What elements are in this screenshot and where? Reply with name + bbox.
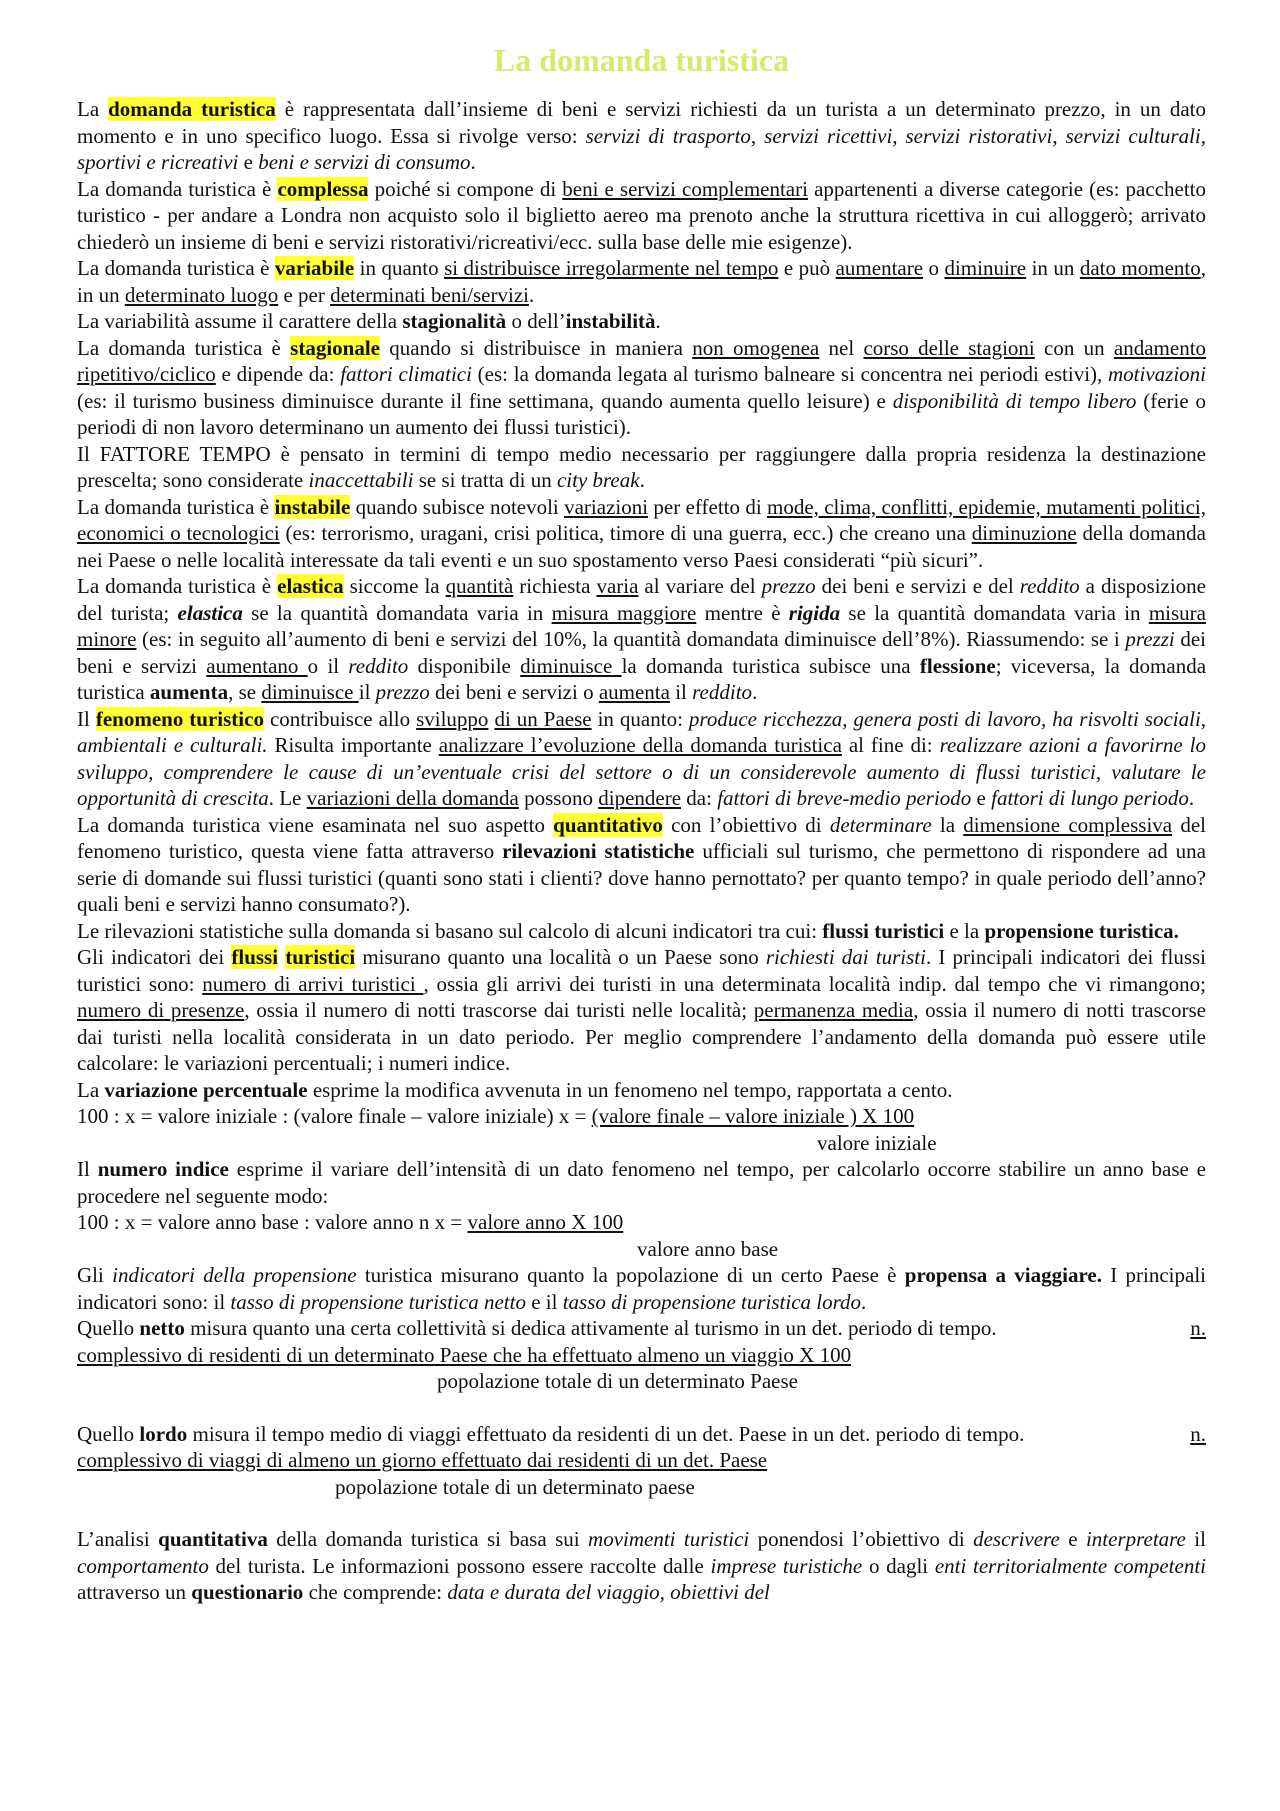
paragraph-quantitativo: La domanda turistica viene esaminata nel suo aspetto quantitativo con l’obiettivo di determinare la dimensione complessiva del fenomeno turistico, questa viene fatta attraverso rilevazioni statistiche ufficiali sul turismo, che permettono di rispondere ad una serie di domande sui flussi turistici (quanti sono stati i clienti? dove hanno pernottato? per quanto tempo? in quale periodo dell’anno? quali beni e servizi hanno consumato?). xyxy=(77,812,1207,916)
highlight-flussi: flussi xyxy=(231,945,279,969)
highlight-turistici: turistici xyxy=(285,945,356,969)
paragraph-variabilita: La variabilità assume il carattere della stagionalità o dell’instabilità. xyxy=(77,309,661,333)
paragraph-lordo: n. Quello lordo misura il tempo medio di viaggi effettuato da residenti di un det. Paese in un det. periodo di tempo. xyxy=(77,1421,1206,1446)
formula-numerator: valore anno X 100 xyxy=(467,1210,624,1234)
formula-netto-denominator: popolazione totale di un determinato Paese xyxy=(437,1369,798,1393)
paragraph-fattore-tempo: Il FATTORE TEMPO è pensato in termini di tempo medio necessario per raggiungere dalla propria residenza la destinazione prescelta; sono considerate inaccettabili se si tratta di un city break. xyxy=(77,441,1206,492)
page-title: La domanda turistica xyxy=(493,42,790,78)
highlight-variabile: variabile xyxy=(274,256,355,280)
spacer xyxy=(77,1395,1206,1421)
highlight-fenomeno-turistico: fenomeno turistico xyxy=(95,706,264,731)
formula-lordo-denominator: popolazione totale di un determinato paese xyxy=(335,1474,695,1499)
highlight-elastica: elastica xyxy=(277,574,344,598)
paragraph-analisi-quantitativa: L’analisi quantitativa della domanda turistica si basa sui movimenti turistici ponendosi l’obiettivo di descrivere e interpretare il comportamento del turista. Le informazioni possono essere raccolte dalle imprese turistiche o dagli enti territorialmente competenti attraverso un questionario che comprende: data e durata del viaggio, obiettivi del xyxy=(77,1527,1206,1604)
paragraph-variabile: La domanda turistica è variabile in quanto si distribuisce irregolarmente nel tempo e può aumentare o diminuire in un dato momento, in un determinato luogo e per determinati beni/servizi. xyxy=(77,256,1206,307)
paragraph-definition: La domanda turistica è rappresentata dall’insieme di beni e servizi richiesti da un turista a un determinato prezzo, in un dato momento e in uno specifico luogo. Essa si rivolge verso: servizi di trasporto, servizi ricettivi, servizi ristorativi, servizi culturali, sportivi e ricreativi e beni e servizi di consumo. xyxy=(77,97,1206,174)
paragraph-variazione-percentuale: La variazione percentuale esprime la modifica avvenuta in un fenomeno nel tempo, rapportata a cento. xyxy=(77,1077,953,1102)
paragraph-fenomeno-turistico: Il fenomeno turistico contribuisce allo sviluppo di un Paese in quanto: produce ricchezza, genera posti di lavoro, ha risvolti sociali, ambientali e culturali. Risulta importante analizzare l’evoluzione della domanda turistica al fine di: realizzare azioni a favorirne lo sviluppo, comprendere le cause di un’eventuale crisi del settore o di un considerevole aumento di flussi turistici, valutare le opportunità di crescita. Le variazioni della domanda possono dipendere da: fattori di breve-medio periodo e fattori di lungo periodo. xyxy=(77,706,1207,810)
highlight-quantitativo: quantitativo xyxy=(553,812,663,837)
paragraph-netto: n. Quello netto misura quanto una certa collettività si dedica attivamente al turismo in un det. periodo di tempo. xyxy=(77,1316,1206,1340)
paragraph-numero-indice: Il numero indice esprime il variare dell’intensità di un dato fenomeno nel tempo, per calcolarlo occorre stabilire un anno base e procedere nel seguente modo: xyxy=(77,1157,1207,1208)
spacer xyxy=(77,1500,1206,1526)
paragraph-propensione: Gli indicatori della propensione turistica misurano quanto la popolazione di un certo Paese è propensa a viaggiare. I principali indicatori sono: il tasso di propensione turistica netto e il tasso di propensione turistica lordo. xyxy=(77,1263,1207,1314)
formula-numerator: (valore finale – valore iniziale ) X 100 xyxy=(591,1104,915,1128)
highlight-complessa: complessa xyxy=(277,176,369,201)
highlight-stagionale: stagionale xyxy=(290,335,380,360)
highlight-instabile: instabile xyxy=(274,494,351,519)
formula-netto-numerator: complessivo di residenti di un determinato Paese che ha effettuato almeno un viaggio X 100 xyxy=(77,1342,852,1367)
paragraph-elastica: La domanda turistica è elastica siccome la quantità richiesta varia al variare del prezzo dei beni e servizi e del reddito a disposizione del turista; elastica se la quantità domandata varia in misura maggiore mentre è rigida se la quantità domandata varia in misura minore (es: in seguito all’aumento di beni e servizi del 10%, la quantità domandata diminuisce dell’8%). Riassumendo: se i prezzi dei beni e servizi aumentano o il reddito disponibile diminuisce la domanda turistica subisce una flessione; viceversa, la domanda turistica aumenta, se diminuisce il prezzo dei beni e servizi o aumenta il reddito. xyxy=(77,574,1207,704)
formula-lordo-numerator: complessivo di viaggi di almeno un giorno effettuato dai residenti di un det. Paese xyxy=(77,1448,768,1472)
formula-denominator: valore anno base xyxy=(637,1236,779,1261)
formula-denominator: valore iniziale xyxy=(817,1130,937,1155)
highlight-domanda-turistica: domanda turistica xyxy=(108,97,276,121)
formula-numero-indice: 100 : x = valore anno base : valore anno n x = valore anno X 100 xyxy=(77,1210,624,1234)
paragraph-instabile: La domanda turistica è instabile quando subisce notevoli variazioni per effetto di mode, clima, conflitti, epidemie, mutamenti politici, economici o tecnologici (es: terrorismo, uragani, crisi politica, timore di una guerra, ecc.) che creano una diminuzione della domanda nei Paese o nelle località interessate da tali eventi e un suo spostamento verso Paesi considerati “più sicuri”. xyxy=(77,494,1206,572)
paragraph-flussi-turistici: Gli indicatori dei flussi turistici misurano quanto una località o un Paese sono richiesti dai turisti. I principali indicatori dei flussi turistici sono: numero di arrivi turistici , ossia gli arrivi dei turisti in una determinata località indip. dal tempo che vi rimangono; numero di presenze, ossia il numero di notti trascorse dai turisti nelle località; permanenza media, ossia il numero di notti trascorse dai turisti nella località considerata in un dato periodo. Per meglio comprendere l’andamento della domanda può essere utile calcolare: le variazioni percentuali; i numeri indice. xyxy=(77,945,1207,1075)
formula-variazione-percentuale: 100 : x = valore iniziale : (valore finale – valore iniziale) x = (valore finale – valore iniziale ) X 100 xyxy=(77,1104,915,1128)
paragraph-rilevazioni: Le rilevazioni statistiche sulla domanda si basano sul calcolo di alcuni indicatori tra cui: flussi turistici e la propensione turistica. xyxy=(77,918,1179,943)
paragraph-complessa: La domanda turistica è complessa poiché si compone di beni e servizi complementari appartenenti a diverse categorie (es: pacchetto turistico - per andare a Londra non acquisto solo il biglietto aereo ma prenoto anche la struttura ricettiva in cui alloggerò; arrivato chiederò un insieme di beni e servizi ristorativi/ricreativi/ecc. sulla base delle mie esigenze). xyxy=(77,176,1207,254)
paragraph-stagionale: La domanda turistica è stagionale quando si distribuisce in maniera non omogenea nel corso delle stagioni con un andamento ripetitivo/ciclico e dipende da: fattori climatici (es: la domanda legata al turismo balneare si concentra nei periodi estivi), motivazioni (es: il turismo business diminuisce durante il fine settimana, quando aumenta quello leisure) e disponibilità di tempo libero (ferie o periodi di non lavoro determinano un aumento dei flussi turistici). xyxy=(77,335,1207,439)
